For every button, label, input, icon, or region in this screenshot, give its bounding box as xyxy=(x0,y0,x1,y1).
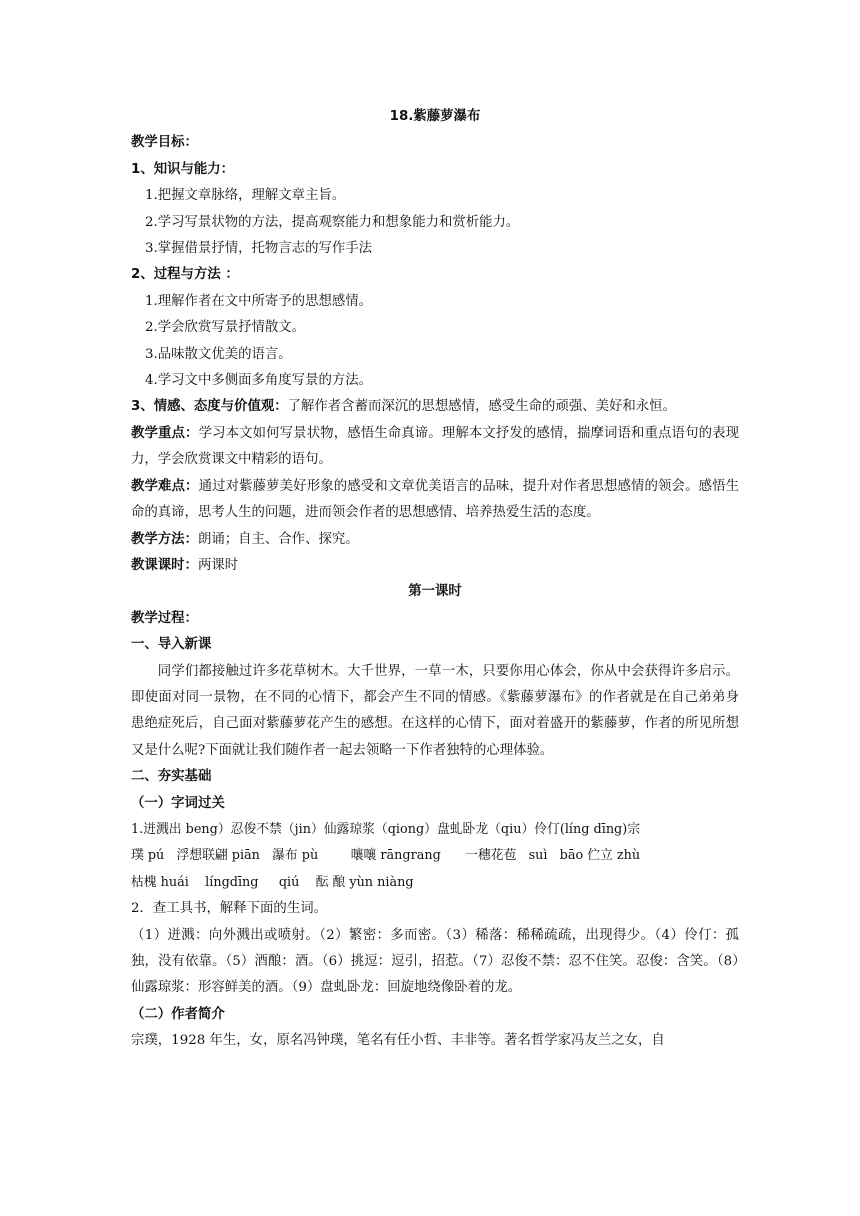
lesson-heading: 第一课时 xyxy=(408,584,462,600)
words-line: 1.迸溅出 beng）忍俊不禁（jin）仙露琼浆（qiong）盘虬卧龙（qiu）伶仃(líng dīng)宗 xyxy=(131,821,641,837)
page-title: 18.紫藤萝瀑布 xyxy=(389,109,481,124)
section3-text: 了解作者含蓄而深沉的思想感情，感受生命的顽强、美好和永恒。 xyxy=(287,399,676,415)
goals-heading: 教学目标： xyxy=(131,135,198,151)
words-heading: （一）字词过关 xyxy=(131,795,225,811)
section2-heading: 2、过程与方法 ： xyxy=(131,267,239,283)
difficulties-text: 通过对紫藤萝美好形象的感受和文章优美语言的品味，提升对作者思想感情的领会。感悟生命的真谛，思考人生的问题，进而领会作者的思想感情、培养热爱生活的态度。 xyxy=(131,478,740,521)
hours-text: 两课时 xyxy=(197,557,239,573)
difficulties-paragraph xyxy=(131,474,739,527)
basics-heading: 二、夯实基础 xyxy=(131,769,212,785)
key-points-paragraph xyxy=(131,421,739,474)
process-heading: 教学过程： xyxy=(131,610,198,626)
section2-item: 1.理解作者在文中所寄予的思想感情。 xyxy=(145,293,373,309)
hours-label: 教课课时： xyxy=(131,557,198,573)
difficulties-label: 教学难点： xyxy=(131,478,199,494)
section3-paragraph xyxy=(131,394,739,420)
intro-paragraph: 同学们都接触过许多花草树木。大千世界，一草一木，只要你用心体会，你从中会获得许多启示。即使面对同一景物，在不同的心情下，都会产生不同的情感。《紫藤萝瀑布》的作者就是在自己弟弟身患绝症死后，自己面对紫藤萝花产生的感想。在这样的心情下，面对着盛开的紫藤萝，作者的所见所想又是什么呢?下面就让我们随作者一起去领略一下作者独特的心理体验。 xyxy=(131,663,739,758)
document-page xyxy=(131,104,739,1055)
section1-heading: 1、知识与能力： xyxy=(131,161,235,177)
words-line: 璞 pú 浮想联翩 piān 瀑布 pù 嚷嚷 rāngrang 一穗花苞 suì bāo 伫立 zhù xyxy=(131,848,641,864)
section1-item: 2.学习写景状物的方法，提高观察能力和想象能力和赏析能力。 xyxy=(145,214,520,230)
section2-item: 3.品味散文优美的语言。 xyxy=(145,346,292,362)
section2-item: 4.学习文中多侧面多角度写景的方法。 xyxy=(145,373,373,389)
hours-paragraph xyxy=(131,553,739,579)
method-label: 教学方法： xyxy=(131,531,198,547)
words-question: 2．查工具书，解释下面的生词。 xyxy=(131,901,327,917)
words-definitions: （1）迸溅：向外溅出或喷射。（2）繁密：多而密。（3）稀落：稀稀疏疏，出现得少。（4）伶仃：孤独，没有依靠。（5）酒酿：酒。（6）挑逗：逗引，招惹。（7）忍俊不禁：忍不住笑。忍俊：含笑。（8）仙露琼浆：形容鲜美的酒。（9）盘虬卧龙：回旋地绕像卧着的龙。 xyxy=(131,927,739,996)
key-points-label: 教学重点： xyxy=(131,425,199,441)
author-heading: （二）作者简介 xyxy=(131,1006,225,1022)
section2-item: 2.学会欣赏写景抒情散文。 xyxy=(145,320,306,336)
section1-item: 1.把握文章脉络，理解文章主旨。 xyxy=(145,188,346,204)
section1-item: 3.掌握借景抒情，托物言志的写作手法 xyxy=(145,241,373,257)
author-paragraph: 宗璞，1928 年生，女，原名冯钟璞，笔名有任小哲、丰非等。著名哲学家冯友兰之女，自 xyxy=(131,1033,665,1049)
intro-heading: 一、导入新课 xyxy=(131,637,212,653)
words-line: 枯槐 huái língdīng qiú 酝 酿 yùn niàng xyxy=(131,874,414,890)
section3-label: 3、情感、态度与价值观： xyxy=(131,399,288,415)
method-paragraph xyxy=(131,527,739,553)
key-points-text: 学习本文如何写景状物，感悟生命真谛。理解本文抒发的感情，揣摩词语和重点语句的表现力，学会欣赏课文中精彩的语句。 xyxy=(131,425,740,468)
method-text: 朗诵；自主、合作、探究。 xyxy=(197,531,359,547)
